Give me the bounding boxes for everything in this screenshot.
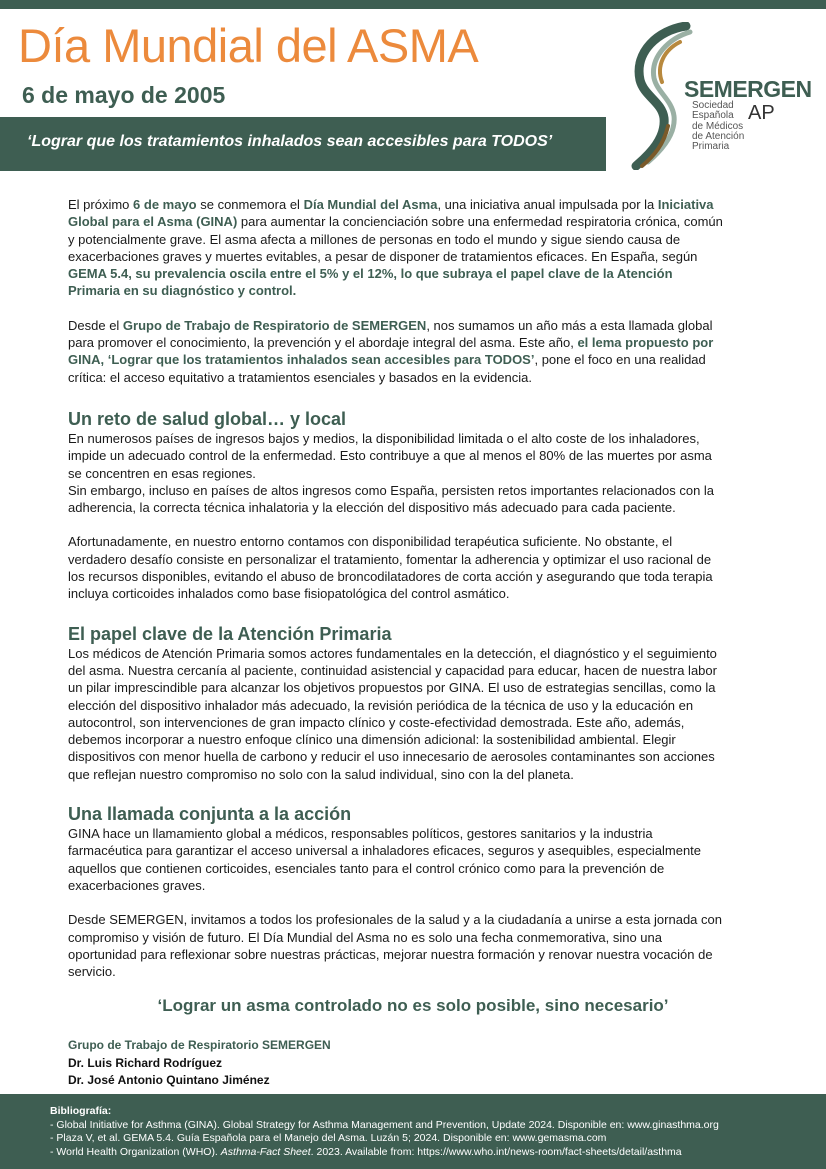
logo-subtitle-line: Primaria [692,141,730,153]
bibliography-item: - World Health Organization (WHO). Asthma-Fact Sheet. 2023. Available from: https://www.who.int/news-room/fact-sheets/detail/asthma [50,1145,682,1158]
signature-author: Dr. Luis Richard Rodríguez [68,1055,223,1070]
paragraph: Afortunadamente, en nuestro entorno contamos con disponibilidad terapéutica suficiente. No obstante, el verdadero desafío consiste en personalizar el tratamiento, fomentar la adherencia y optimizar el uso racional de los recursos disponibles, evitando el abuso de broncodilatadores de corta acción y asegurando que toda terapia incluya corticoides inhalados como base fisiopatológica del control asmático. [68,534,713,602]
section-heading-primary-care: El papel clave de la Atención Primaria [68,623,392,644]
logo-subtitle-line: Española [692,110,734,122]
signature-author: Dr. José Antonio Quintano Jiménez [68,1073,270,1087]
bibliography-title: Bibliografía: [50,1105,112,1117]
top-bar [0,0,826,9]
signature-group: Grupo de Trabajo de Respiratorio SEMERGEN [68,1038,331,1052]
section-heading-global: Un reto de salud global… y local [68,408,347,429]
logo-subtitle-line: de Atención [692,130,745,142]
semergen-logo [628,22,812,170]
section-heading-call-to-action: Una llamada conjunta a la acción [68,804,352,825]
paragraph: Desde SEMERGEN, invitamos a todos los profesionales de la salud y a la ciudadanía a unirse a esta jornada con compromiso y visión de futuro. El Día Mundial del Asma no es solo una fecha conmemorativa, sino una oportunidad para reflexionar sobre nuestras prácticas, mejorar nuestra formación y renovar nuestra vocación de servicio. [68,912,722,980]
bibliography-footer [0,1094,826,1169]
logo-subtitle-line: de Médicos [692,120,744,132]
logo-subtitle [692,101,752,152]
intro-paragraph-2: Desde el Grupo de Trabajo de Respiratorio de SEMERGEN, nos sumamos un año más a esta llamada global para promover el conocimiento, la prevención y el abordaje integral del asma. Este año, el lema propuesto por GINA, ‘Lograr que los tratamientos inhalados sean accesibles para TODOS’, pone el foco en una realidad crítica: el acceso equitativo a tratamientos esenciales y basados en la evidencia. [68,317,714,385]
paragraph: Los médicos de Atención Primaria somos actores fundamentales en la detección, el diagnóstico y el seguimiento del asma. Nuestra cercanía al paciente, continuidad asistencial y capacidad para educar, hacen de nuestra labor un pilar imprescindible para alcanzar los objetivos propuestos por GINA. El uso de estrategias sencillas, como la elección del dispositivo inhalador más adecuado, la revisión periódica de la técnica de uso y la educación en autocontrol, son intervenciones de gran impacto clínico y coste-efectividad demostrada. Este año, además, debemos incorporar a nuestro enfoque clínico una dimensión adicional: la sostenibilidad ambiental. Elegir dispositivos con menor huella de carbono y reducir el uso innecesario de aerosoles contaminantes son acciones que reflejan nuestro compromiso no solo con la salud individual, sino con la del planeta. [68,645,717,782]
paragraph: Sin embargo, incluso en países de altos ingresos como España, persisten retos importantes relacionados con la adherencia, la correcta técnica inhalatoria y la elección del dispositivo más adecuado para cada paciente. [68,482,715,516]
intro-paragraph-1: El próximo 6 de mayo se conmemora el Día Mundial del Asma, una iniciativa anual impulsada por la Iniciativa Global para el Asma (GINA) para aumentar la concienciación sobre una enfermedad respiratoria crónica, común y potencialmente grave. El asma afecta a millones de personas en todo el mundo y sigue siendo causa de exacerbaciones graves y muertes evitables, a pesar de disponer de tratamientos eficaces. En España, según GEMA 5.4, su prevalencia oscila entre el 5% y el 12%, lo que subraya el papel clave de la Atención Primaria en su diagnóstico y control. [68,197,723,299]
page-title: Día Mundial del ASMA [18,19,479,72]
closing-quote: ‘Lograr un asma controlado no es solo posible, sino necesario’ [157,996,669,1015]
article-body [68,196,728,980]
event-date: 6 de mayo de 2005 [22,82,226,108]
bibliography-item: - Plaza V, et al. GEMA 5.4. Guía Española para el Manejo del Asma. Luzán 5; 2024. Disponible en: www.gemasma.com [50,1132,607,1144]
logo-ap: AP [748,102,775,124]
slogan-text: ‘Lograr que los tratamientos inhalados sean accesibles para TODOS’ [27,133,553,150]
paragraph: GINA hace un llamamiento global a médicos, responsables políticos, gestores sanitarios y la industria farmacéutica para garantizar el acceso universal a inhaladores eficaces, seguros y asequibles, especialmente aquellos que contienen corticoides, esenciales tanto para el control crónico como para la prevención de exacerbaciones graves. [68,826,702,893]
slogan-banner [0,117,606,171]
logo-subtitle-line: Sociedad [692,100,734,111]
signature-block [68,1037,331,1090]
paragraph: En numerosos países de ingresos bajos y medios, la disponibilidad limitada o el alto coste de los inhaladores, impide un adecuado control de la enfermedad. Esto contribuye a que al menos el 80% de las muertes por asma se concentren en esas regiones. [68,430,712,481]
bibliography-item: - Global Initiative for Asthma (GINA). Global Strategy for Asthma Management and Prevention, Update 2024. Disponible en: www.ginasthma.org [50,1118,719,1131]
logo-brand: SEMERGEN [684,76,812,102]
